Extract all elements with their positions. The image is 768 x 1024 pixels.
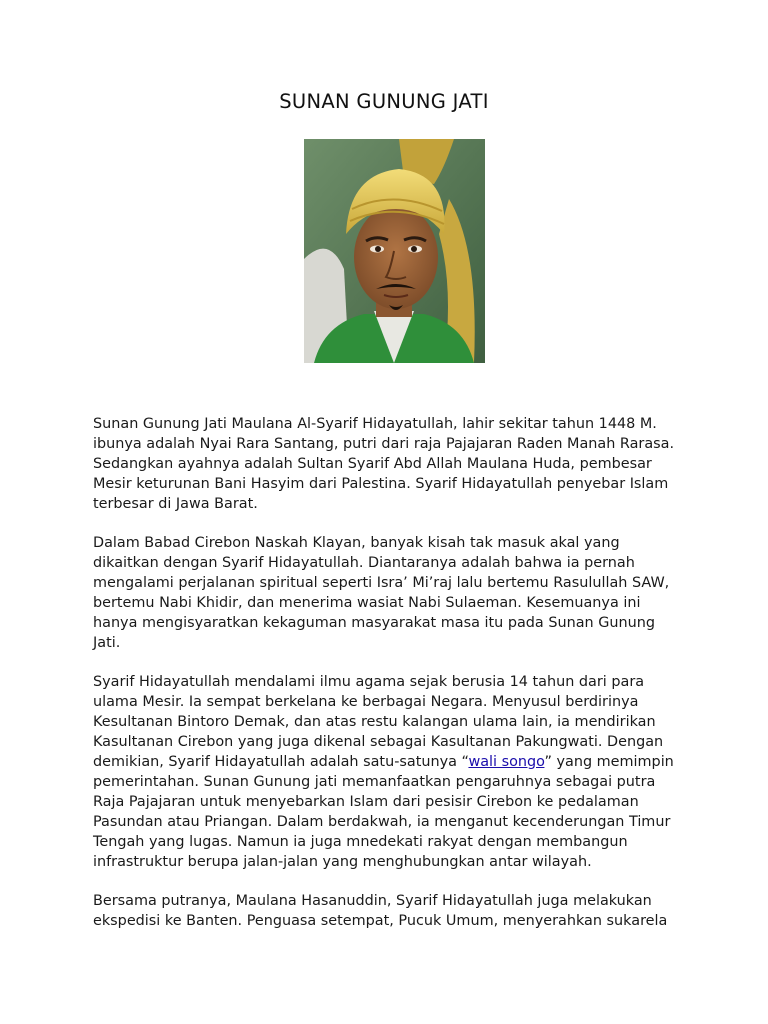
text-line: Tengah yang lugas. Namun ia juga mnedekati rakyat dengan membangun (93, 834, 628, 850)
text-line: ulama Mesir. Ia sempat berkelana ke berbagai Negara. Menyusul berdirinya (93, 694, 639, 710)
text-line: Kasultanan Cirebon yang juga dikenal sebagai Kasultanan Pakungwati. Dengan (93, 734, 664, 750)
paragraph-2 (93, 533, 683, 653)
text-line: infrastruktur berupa jalan-jalan yang menghubungkan antar wilayah. (93, 854, 592, 870)
text-line: Dalam Babad Cirebon Naskah Klayan, banyak kisah tak masuk akal yang (93, 535, 620, 551)
page-title: SUNAN GUNUNG JATI (279, 90, 489, 113)
text-line: Kesultanan Bintoro Demak, dan atas restu kalangan ulama lain, ia mendirikan (93, 714, 656, 730)
text-line: bertemu Nabi Khidir, dan menerima wasiat Nabi Sulaeman. Kesemuanya ini (93, 595, 641, 611)
text-line: ibunya adalah Nyai Rara Santang, putri dari raja Pajajaran Raden Manah Rarasa. (93, 436, 675, 452)
wali-songo-link[interactable]: wali songo (468, 754, 545, 770)
text-line: Pasundan atau Priangan. Dalam berdakwah, ia menganut kecenderungan Timur (93, 814, 671, 830)
text-line: ekspedisi ke Banten. Penguasa setempat, Pucuk Umum, menyerahkan sukarela (93, 913, 668, 929)
paragraph-3 (93, 672, 683, 872)
text-line: Syarif Hidayatullah mendalami ilmu agama sejak berusia 14 tahun dari para (93, 674, 645, 690)
portrait-illustration (304, 139, 485, 363)
text-line: Mesir keturunan Bani Hasyim dari Palestina. Syarif Hidayatullah penyebar Islam (93, 476, 669, 492)
text-line: Raja Pajajaran untuk menyebarkan Islam dari pesisir Cirebon ke pedalaman (93, 794, 639, 810)
paragraph-1 (93, 414, 683, 514)
text-line: dikaitkan dengan Syarif Hidayatullah. Diantaranya adalah bahwa ia pernah (93, 555, 635, 571)
text-line-with-link (93, 752, 683, 772)
link-suffix-text: ” yang memimpin (544, 754, 674, 770)
text-line: Sunan Gunung Jati Maulana Al-Syarif Hidayatullah, lahir sekitar tahun 1448 M. (93, 416, 657, 432)
text-line: mengalami perjalanan spiritual seperti Isra’ Mi’raj lalu bertemu Rasulullah SAW, (93, 575, 670, 591)
text-line: hanya mengisyaratkan kekaguman masyarakat masa itu pada Sunan Gunung (93, 615, 655, 631)
text-line: Jati. (93, 635, 121, 651)
link-prefix-text: demikian, Syarif Hidayatullah adalah satu-satunya “ (93, 754, 469, 770)
text-line: Bersama putranya, Maulana Hasanuddin, Syarif Hidayatullah juga melakukan (93, 893, 652, 909)
text-line: Sedangkan ayahnya adalah Sultan Syarif Abd Allah Maulana Huda, pembesar (93, 456, 652, 472)
portrait-image (304, 139, 485, 363)
text-line: pemerintahan. Sunan Gunung jati memanfaatkan pengaruhnya sebagai putra (93, 774, 656, 790)
paragraph-4 (93, 891, 683, 931)
article-body (93, 414, 683, 950)
text-line: terbesar di Jawa Barat. (93, 496, 258, 512)
